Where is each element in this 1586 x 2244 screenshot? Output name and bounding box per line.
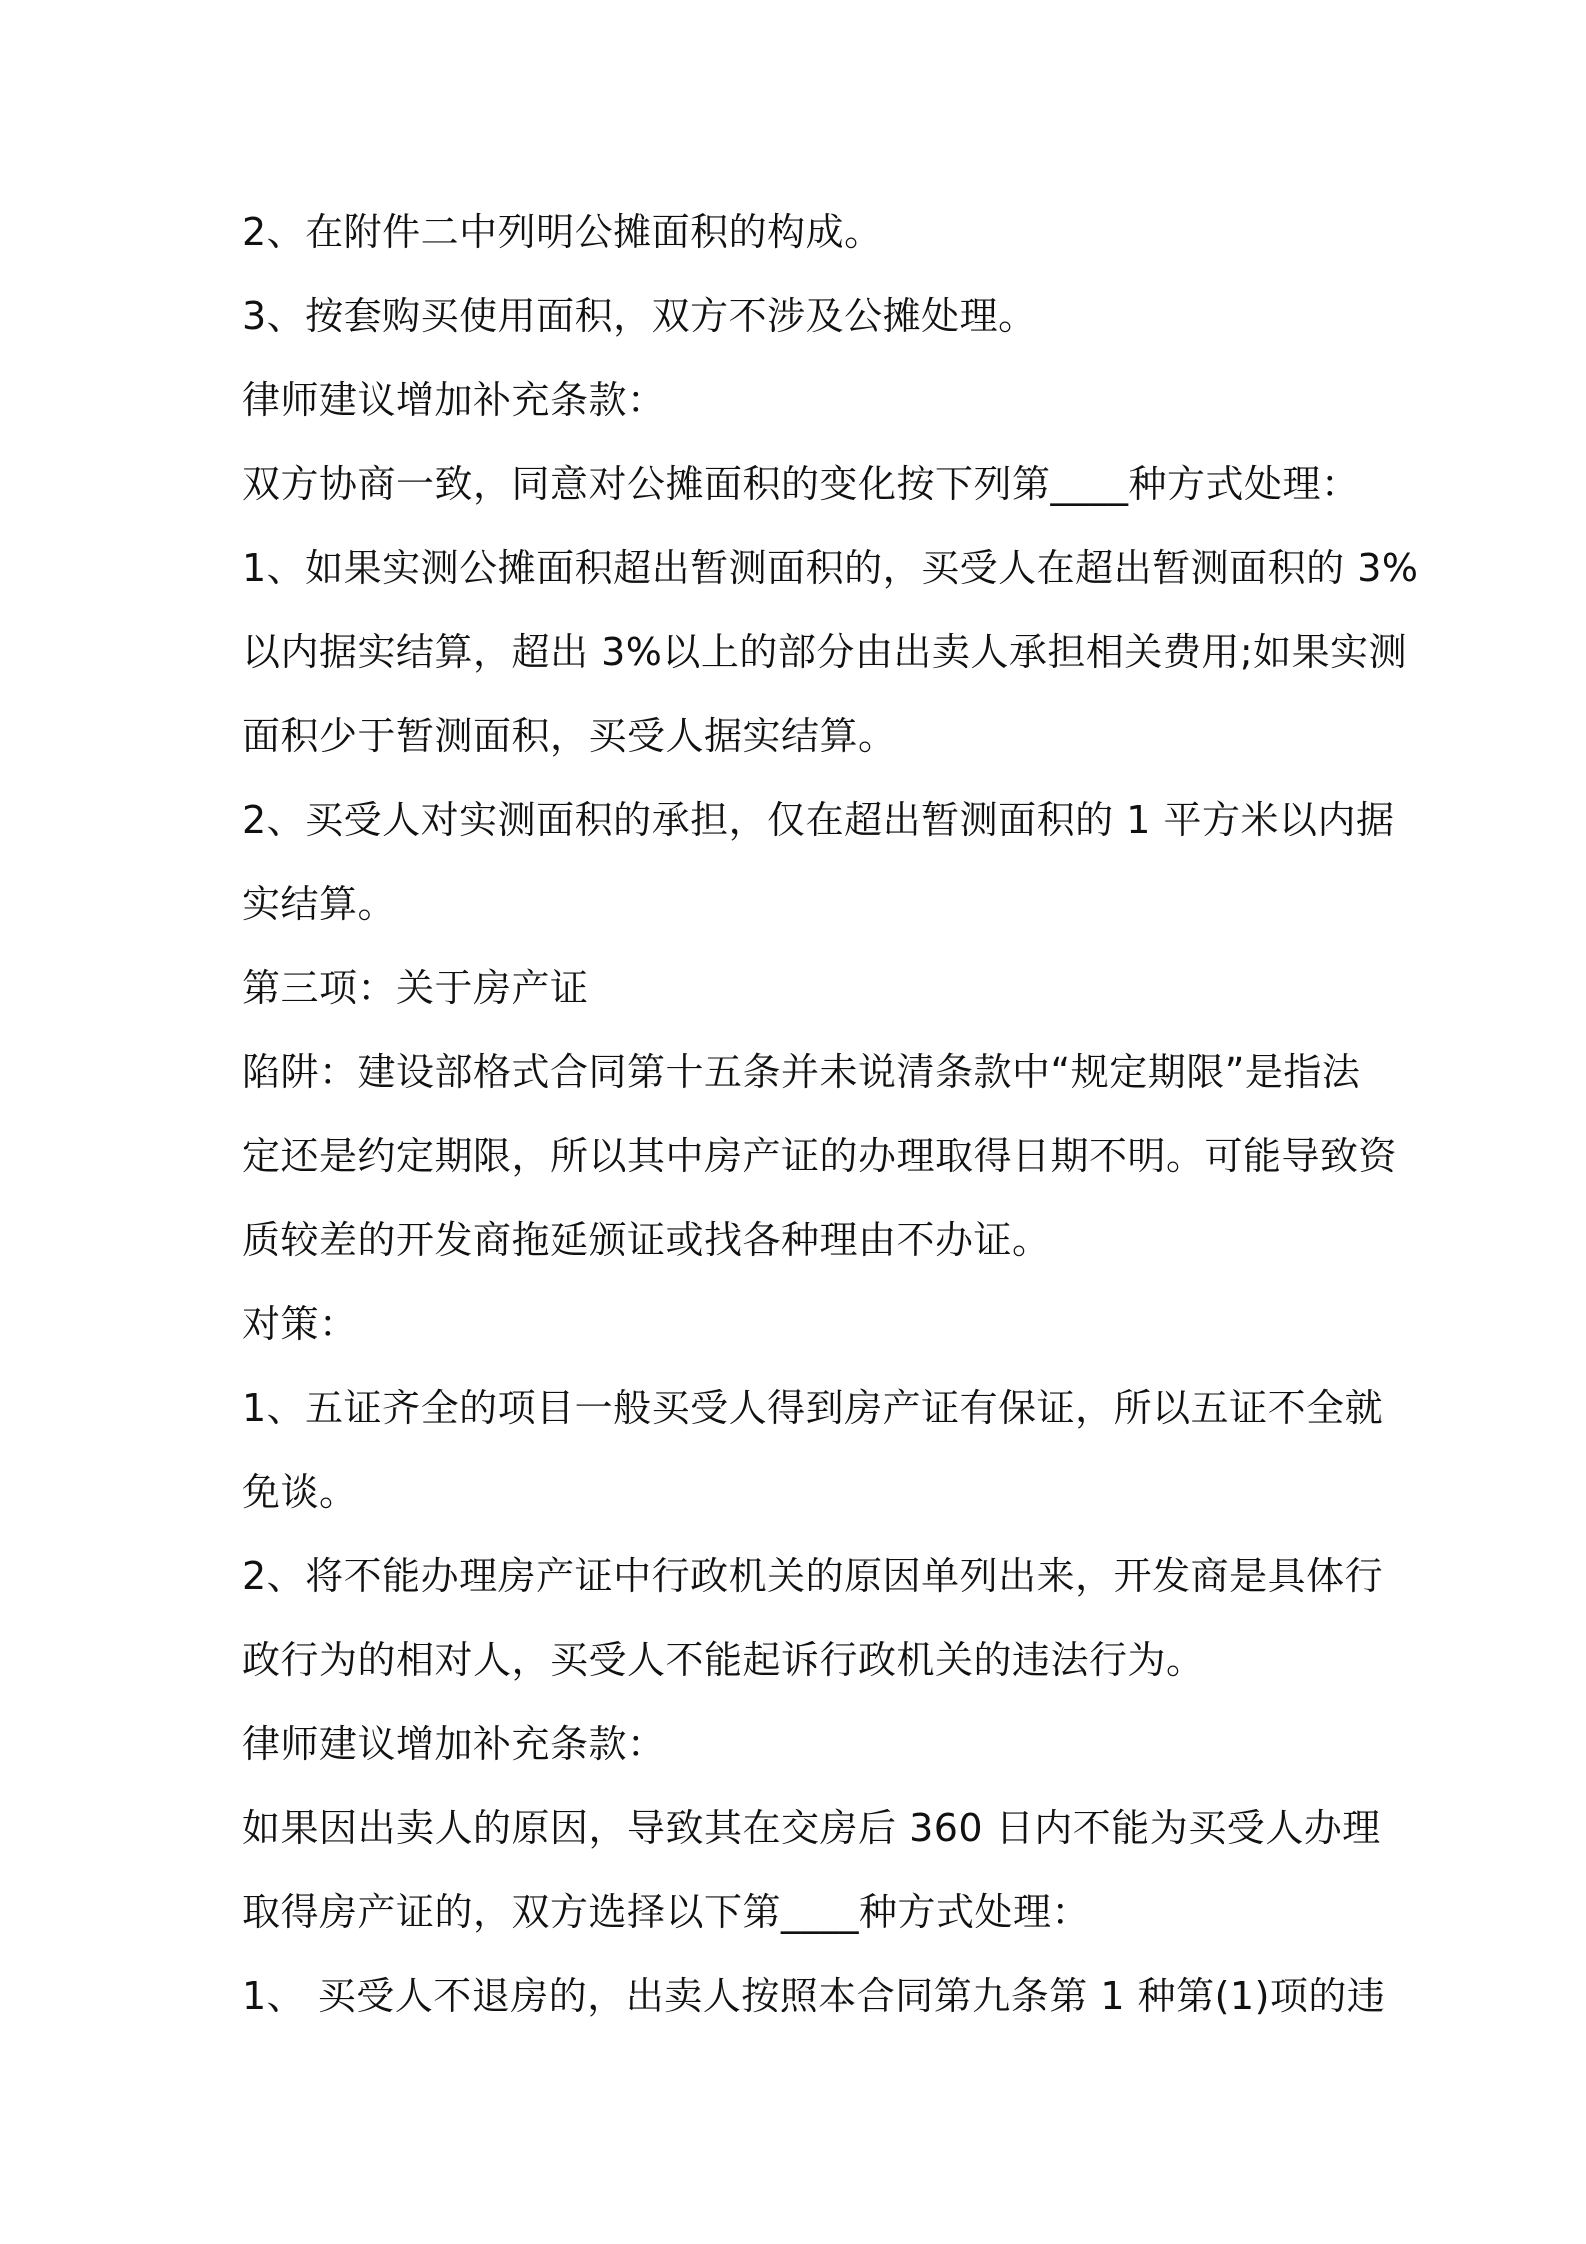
- text-line-15: 1、五证齐全的项目一般买受人得到房产证有保证，所以五证不全就: [242, 1386, 1384, 1430]
- text-line-18: 政行为的相对人，买受人不能起诉行政机关的违法行为。: [242, 1638, 1205, 1682]
- text-line-13: 质较差的开发商拖延颁证或找各种理由不办证。: [242, 1218, 1051, 1262]
- text-line-12: 定还是约定期限，所以其中房产证的办理取得日期不明。可能导致资: [242, 1134, 1398, 1178]
- text-line-4: 双方协商一致，同意对公摊面积的变化按下列第____种方式处理：: [242, 462, 1360, 506]
- section-heading: 第三项：关于房产证: [242, 966, 589, 1010]
- text-line-20: 如果因出卖人的原因，导致其在交房后 360 日内不能为买受人办理: [242, 1806, 1381, 1850]
- text-line-2: 3、按套购买使用面积，双方不涉及公摊处理。: [242, 294, 1037, 338]
- text-line-21: 取得房产证的，双方选择以下第____种方式处理：: [242, 1890, 1091, 1934]
- document-body: [242, 190, 1419, 2038]
- text-line-7: 面积少于暂测面积，买受人据实结算。: [242, 714, 897, 758]
- text-line-8: 2、买受人对实测面积的承担，仅在超出暂测面积的 1 平方米以内据: [242, 798, 1395, 842]
- text-line-9: 实结算。: [242, 882, 397, 926]
- text-line-14: 对策：: [242, 1302, 358, 1346]
- text-line-3: 律师建议增加补充条款：: [242, 378, 666, 422]
- text-line-19: 律师建议增加补充条款：: [242, 1722, 666, 1766]
- text-line-22: 1、 买受人不退房的，出卖人按照本合同第九条第 1 种第(1)项的违: [242, 1974, 1386, 2018]
- text-line-1: 2、在附件二中列明公摊面积的构成。: [242, 210, 883, 254]
- text-line-6: 以内据实结算，超出 3%以上的部分由出卖人承担相关费用;如果实测: [242, 630, 1408, 674]
- text-line-16: 免谈。: [242, 1470, 358, 1514]
- text-line-17: 2、将不能办理房产证中行政机关的原因单列出来，开发商是具体行: [242, 1554, 1384, 1598]
- text-line-5: 1、如果实测公摊面积超出暂测面积的，买受人在超出暂测面积的 3%: [242, 546, 1419, 590]
- text-line-11: 陷阱：建设部格式合同第十五条并未说清条款中“规定期限”是指法: [242, 1050, 1361, 1094]
